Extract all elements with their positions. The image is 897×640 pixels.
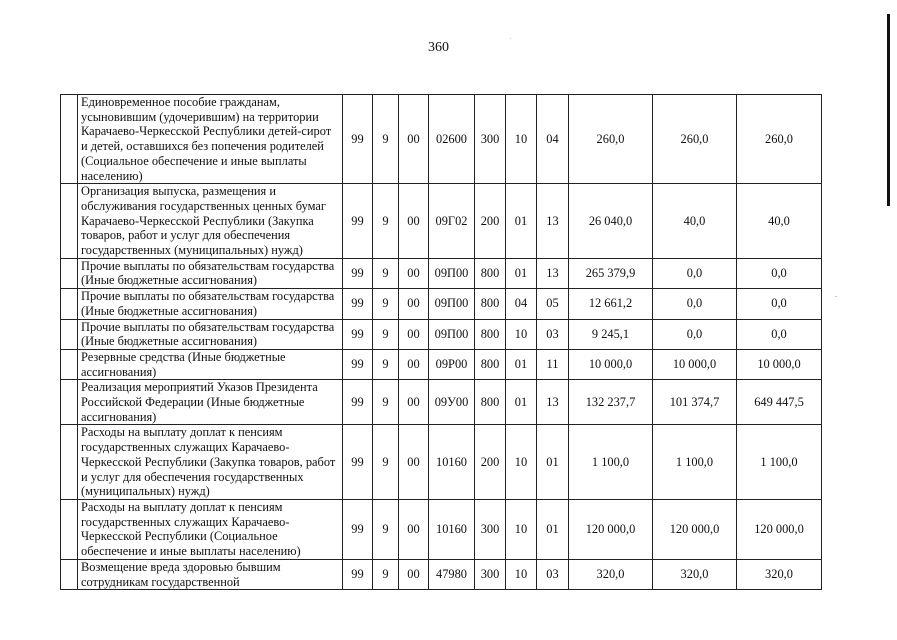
code-section: 10 (506, 559, 537, 589)
code-subprogram: 9 (373, 559, 399, 589)
code-expense-type: 300 (475, 95, 506, 184)
amount-year-3: 0,0 (737, 289, 822, 319)
row-number-cell (61, 184, 78, 259)
expense-description: Резервные средства (Иные бюджетные ассигнования) (78, 349, 343, 379)
code-expense-type: 800 (475, 319, 506, 349)
amount-year-1: 120 000,0 (569, 499, 653, 559)
table-row (61, 499, 822, 559)
table-row (61, 425, 822, 500)
code-program: 99 (343, 319, 373, 349)
expense-description: Прочие выплаты по обязательствам государства (Иные бюджетные ассигнования) (78, 319, 343, 349)
code-direction: 09У00 (429, 380, 475, 425)
amount-year-1: 260,0 (569, 95, 653, 184)
code-program: 99 (343, 380, 373, 425)
code-program: 99 (343, 499, 373, 559)
amount-year-3: 649 447,5 (737, 380, 822, 425)
amount-year-3: 1 100,0 (737, 425, 822, 500)
code-main-activity: 00 (399, 95, 429, 184)
row-number-cell (61, 95, 78, 184)
code-main-activity: 00 (399, 559, 429, 589)
code-program: 99 (343, 258, 373, 288)
amount-year-1: 9 245,1 (569, 319, 653, 349)
code-direction: 09П00 (429, 289, 475, 319)
amount-year-3: 40,0 (737, 184, 822, 259)
code-section: 10 (506, 95, 537, 184)
amount-year-1: 10 000,0 (569, 349, 653, 379)
code-program: 99 (343, 425, 373, 500)
scan-speck (835, 296, 837, 297)
code-direction: 09Г02 (429, 184, 475, 259)
code-subprogram: 9 (373, 349, 399, 379)
expense-description: Единовременное пособие гражданам, усыновившим (удочерившим) на территории Карачаево-Черкесской Республики детей-сирот и детей, оставшихся без попечения родителей (Социальное обеспечение и иные выплаты населению) (78, 95, 343, 184)
code-subprogram: 9 (373, 380, 399, 425)
amount-year-1: 320,0 (569, 559, 653, 589)
code-section: 01 (506, 380, 537, 425)
code-section: 01 (506, 349, 537, 379)
code-program: 99 (343, 184, 373, 259)
table-row (61, 95, 822, 184)
code-subsection: 13 (537, 258, 569, 288)
scan-speck (510, 38, 511, 39)
code-section: 01 (506, 184, 537, 259)
code-section: 04 (506, 289, 537, 319)
amount-year-3: 260,0 (737, 95, 822, 184)
code-direction: 47980 (429, 559, 475, 589)
table-row (61, 319, 822, 349)
amount-year-1: 265 379,9 (569, 258, 653, 288)
amount-year-2: 120 000,0 (653, 499, 737, 559)
table-row (61, 380, 822, 425)
amount-year-1: 26 040,0 (569, 184, 653, 259)
code-subsection: 05 (537, 289, 569, 319)
amount-year-2: 101 374,7 (653, 380, 737, 425)
code-expense-type: 800 (475, 289, 506, 319)
code-direction: 09П00 (429, 319, 475, 349)
code-direction: 10160 (429, 425, 475, 500)
table-row (61, 184, 822, 259)
code-subprogram: 9 (373, 425, 399, 500)
code-program: 99 (343, 289, 373, 319)
amount-year-3: 10 000,0 (737, 349, 822, 379)
code-program: 99 (343, 95, 373, 184)
code-expense-type: 300 (475, 559, 506, 589)
scan-edge-mark (887, 14, 890, 206)
amount-year-2: 10 000,0 (653, 349, 737, 379)
code-direction: 10160 (429, 499, 475, 559)
code-subprogram: 9 (373, 95, 399, 184)
code-main-activity: 00 (399, 258, 429, 288)
code-expense-type: 200 (475, 425, 506, 500)
code-subprogram: 9 (373, 499, 399, 559)
code-subsection: 13 (537, 184, 569, 259)
row-number-cell (61, 349, 78, 379)
amount-year-2: 40,0 (653, 184, 737, 259)
row-number-cell (61, 559, 78, 589)
code-subsection: 04 (537, 95, 569, 184)
expense-description: Расходы на выплату доплат к пенсиям государственных служащих Карачаево-Черкесской Республики (Социальное обеспечение и иные выплаты населению) (78, 499, 343, 559)
page-number: 360 (428, 40, 449, 55)
amount-year-2: 320,0 (653, 559, 737, 589)
amount-year-2: 260,0 (653, 95, 737, 184)
code-section: 01 (506, 258, 537, 288)
code-subsection: 11 (537, 349, 569, 379)
code-main-activity: 00 (399, 349, 429, 379)
code-main-activity: 00 (399, 499, 429, 559)
code-direction: 02600 (429, 95, 475, 184)
table-row (61, 289, 822, 319)
code-subprogram: 9 (373, 184, 399, 259)
code-subsection: 03 (537, 319, 569, 349)
code-section: 10 (506, 425, 537, 500)
code-subsection: 03 (537, 559, 569, 589)
expense-description: Организация выпуска, размещения и обслуживания государственных ценных бумаг Карачаево-Черкесской Республики (Закупка товаров, работ и услуг для обеспечения государственных (муниципальных) нужд) (78, 184, 343, 259)
code-program: 99 (343, 349, 373, 379)
amount-year-1: 12 661,2 (569, 289, 653, 319)
code-expense-type: 300 (475, 499, 506, 559)
table-row (61, 258, 822, 288)
code-main-activity: 00 (399, 319, 429, 349)
row-number-cell (61, 425, 78, 500)
code-main-activity: 00 (399, 380, 429, 425)
code-subsection: 01 (537, 499, 569, 559)
amount-year-2: 0,0 (653, 258, 737, 288)
expense-description: Возмещение вреда здоровью бывшим сотрудникам государственной (78, 559, 343, 589)
expense-description: Прочие выплаты по обязательствам государства (Иные бюджетные ассигнования) (78, 289, 343, 319)
row-number-cell (61, 380, 78, 425)
code-section: 10 (506, 319, 537, 349)
table-row (61, 349, 822, 379)
code-subprogram: 9 (373, 319, 399, 349)
table-row (61, 559, 822, 589)
code-program: 99 (343, 559, 373, 589)
code-direction: 09П00 (429, 258, 475, 288)
code-subsection: 13 (537, 380, 569, 425)
code-subprogram: 9 (373, 258, 399, 288)
code-expense-type: 800 (475, 258, 506, 288)
expense-description: Реализация мероприятий Указов Президента Российской Федерации (Иные бюджетные ассигнования) (78, 380, 343, 425)
amount-year-2: 0,0 (653, 319, 737, 349)
amount-year-2: 0,0 (653, 289, 737, 319)
amount-year-3: 0,0 (737, 258, 822, 288)
budget-table (60, 94, 822, 590)
row-number-cell (61, 499, 78, 559)
code-main-activity: 00 (399, 289, 429, 319)
code-section: 10 (506, 499, 537, 559)
row-number-cell (61, 258, 78, 288)
expense-description: Расходы на выплату доплат к пенсиям государственных служащих Карачаево-Черкесской Республики (Закупка товаров, работ и услуг для обеспечения государственных (муниципальных) нужд) (78, 425, 343, 500)
code-subprogram: 9 (373, 289, 399, 319)
code-subsection: 01 (537, 425, 569, 500)
amount-year-3: 320,0 (737, 559, 822, 589)
amount-year-1: 132 237,7 (569, 380, 653, 425)
row-number-cell (61, 319, 78, 349)
code-expense-type: 800 (475, 380, 506, 425)
code-main-activity: 00 (399, 425, 429, 500)
code-main-activity: 00 (399, 184, 429, 259)
code-expense-type: 800 (475, 349, 506, 379)
amount-year-3: 120 000,0 (737, 499, 822, 559)
amount-year-2: 1 100,0 (653, 425, 737, 500)
row-number-cell (61, 289, 78, 319)
code-expense-type: 200 (475, 184, 506, 259)
code-direction: 09Р00 (429, 349, 475, 379)
amount-year-3: 0,0 (737, 319, 822, 349)
amount-year-1: 1 100,0 (569, 425, 653, 500)
expense-description: Прочие выплаты по обязательствам государства (Иные бюджетные ассигнования) (78, 258, 343, 288)
